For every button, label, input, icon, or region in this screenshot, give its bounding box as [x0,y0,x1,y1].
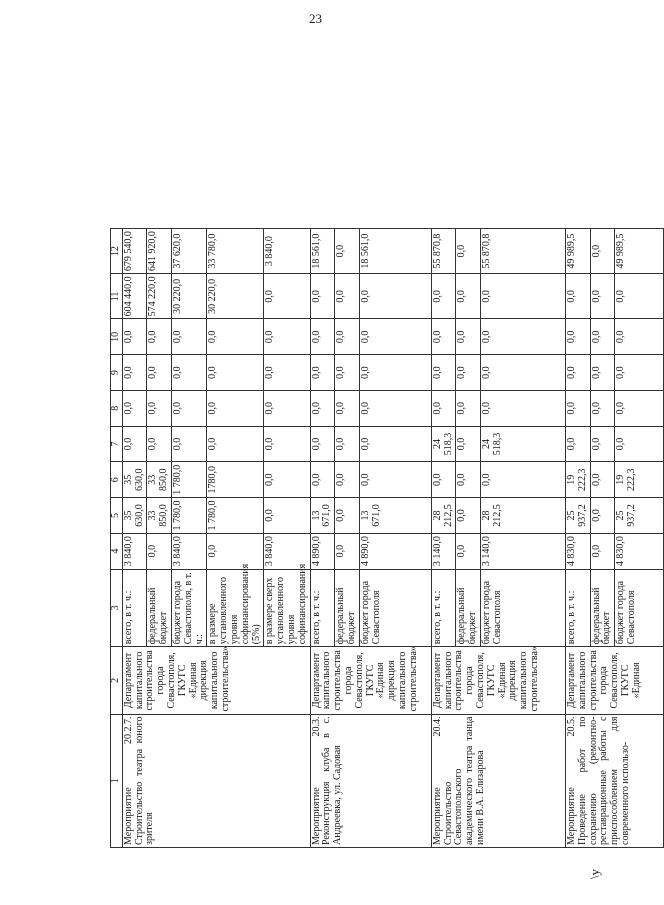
header-cell: 8 [111,390,123,426]
value-cell: 0,0 [565,274,590,319]
header-cell: 7 [111,426,123,462]
value-cell: 30 220,0 [207,274,264,319]
source-cell: федеральный бюджет [335,569,360,647]
value-cell: 0,0 [122,426,147,462]
value-cell: 0,0 [310,390,335,426]
executor-cell: Департамент капитального строительства города Севастополя, ГКУГС «Единая дирекция капитального строительства» [431,647,565,714]
value-cell: 0,0 [335,355,360,391]
measure-cell: Мероприятие 20.4. Строительство Севастопольского академического театра танца имени В.А. Елизарова [431,714,565,847]
value-cell: 0,0 [171,355,206,391]
value-cell: 0,0 [335,274,360,319]
value-cell: 0,0 [456,319,481,355]
value-cell: 30 220,0 [171,274,206,319]
table-row [431,229,456,848]
value-cell: 0,0 [335,462,360,498]
value-cell: 0,0 [264,274,310,319]
value-cell: 0,0 [456,426,481,462]
value-cell: 0,0 [480,462,565,498]
value-cell: 55 870,8 [431,229,456,274]
value-cell: 0,0 [207,355,264,391]
value-cell: 0,0 [335,229,360,274]
value-cell: 0,0 [431,319,456,355]
header-cell: 12 [111,229,123,274]
source-cell: федеральный бюджет [590,569,615,647]
value-cell: 0,0 [431,355,456,391]
value-cell: 0,0 [480,274,565,319]
value-cell: 0,0 [207,390,264,426]
page-number: 23 [309,11,322,26]
value-cell: 25 937,2 [565,498,590,534]
value-cell: 28 212,5 [431,498,456,534]
source-cell: в размере установленного уровня софинансирования (5%) [207,569,264,647]
table-row [310,229,335,848]
value-cell: 0,0 [590,498,615,534]
value-cell: 0,0 [310,462,335,498]
value-cell: 0,0 [590,274,615,319]
value-cell: 0,0 [456,229,481,274]
value-cell: 0,0 [590,319,615,355]
source-cell: федеральный бюджет [147,569,172,647]
value-cell: 0,0 [359,462,431,498]
header-cell: 5 [111,498,123,534]
source-cell: всего, в т. ч.: [310,569,335,647]
value-cell: 0,0 [147,390,172,426]
executor-cell: Департамент капитального строительства города Севастополя, ГКУГС «Единая дирекция капитального строительства» [310,647,431,714]
source-cell: всего, в т. ч.: [565,569,590,647]
value-cell: 3 840,0 [264,533,310,569]
value-cell: 3 140,0 [480,533,565,569]
source-cell: всего, в т. ч.: [431,569,456,647]
rotated-table-container [110,228,642,848]
value-cell: 4 830,0 [615,533,664,569]
value-cell: 0,0 [264,498,310,534]
value-cell: 0,0 [264,462,310,498]
header-cell: 2 [111,647,123,714]
value-cell: 4 830,0 [565,533,590,569]
header-cell: 10 [111,319,123,355]
value-cell: 0,0 [147,533,172,569]
value-cell: 0,0 [590,533,615,569]
value-cell: 4 890,0 [310,533,335,569]
value-cell: 0,0 [615,390,664,426]
margin-mark: \у [587,868,603,880]
value-cell: 679 540,0 [122,229,147,274]
value-cell: 0,0 [590,390,615,426]
value-cell: 0,0 [456,462,481,498]
value-cell: 0,0 [615,426,664,462]
value-cell: 33 850,0 [147,498,172,534]
value-cell: 49 989,5 [615,229,664,274]
value-cell: 0,0 [431,390,456,426]
table-row [565,229,590,848]
value-cell: 4 890,0 [359,533,431,569]
value-cell: 0,0 [147,355,172,391]
value-cell: 28 212,5 [480,498,565,534]
source-cell: бюджет города Севастополя [615,569,664,647]
value-cell: 33 780,0 [207,229,264,274]
executor-cell: Департамент капитального строительства города Севастополя, ГКУГС «Единая [565,647,663,714]
executor-cell: Департамент капитального строительства города Севастополя, ГКУГС «Единая дирекция капитального строительства» [122,647,310,714]
value-cell: 33 850,0 [147,462,172,498]
value-cell: 0,0 [335,390,360,426]
value-cell: 0,0 [335,426,360,462]
value-cell: 0,0 [171,426,206,462]
value-cell: 0,0 [264,355,310,391]
source-cell: бюджет города Севастополя [359,569,431,647]
value-cell: 13 671,0 [359,498,431,534]
value-cell: 0,0 [122,319,147,355]
value-cell: 0,0 [456,533,481,569]
value-cell: 0,0 [171,390,206,426]
value-cell: 3 840,0 [264,229,310,274]
value-cell: 55 870,8 [480,229,565,274]
source-cell: бюджет города Севастополя [480,569,565,647]
source-cell: всего, в т. ч.: [122,569,147,647]
value-cell: 0,0 [310,355,335,391]
value-cell: 3 840,0 [122,533,147,569]
value-cell: 0,0 [122,355,147,391]
value-cell: 0,0 [207,426,264,462]
value-cell: 641 920,0 [147,229,172,274]
source-cell: федеральный бюджет [456,569,481,647]
header-cell: 4 [111,533,123,569]
value-cell: 0,0 [335,498,360,534]
value-cell: 0,0 [207,319,264,355]
value-cell: 0,0 [590,426,615,462]
value-cell: 19 222,3 [565,462,590,498]
value-cell: 3 140,0 [431,533,456,569]
value-cell: 35 630,0 [122,462,147,498]
value-cell: 1 780,0 [171,498,206,534]
value-cell: 35 630,0 [122,498,147,534]
value-cell: 0,0 [310,426,335,462]
source-cell: в размере сверх установленного уровня софинансирования [264,569,310,647]
value-cell: 49 989,5 [565,229,590,274]
value-cell: 0,0 [480,319,565,355]
header-cell: 3 [111,569,123,647]
value-cell: 18 561,0 [359,229,431,274]
value-cell: 0,0 [147,319,172,355]
header-cell: 6 [111,462,123,498]
value-cell: 13 671,0 [310,498,335,534]
header-row [111,229,123,848]
value-cell: 0,0 [264,390,310,426]
value-cell: 0,0 [565,426,590,462]
value-cell: 574 220,0 [147,274,172,319]
value-cell: 0,0 [359,426,431,462]
source-cell: бюджет города Севастополя, в т. ч.: [171,569,206,647]
value-cell: 0,0 [207,533,264,569]
value-cell: 0,0 [264,426,310,462]
value-cell: 37 620,0 [171,229,206,274]
value-cell: 0,0 [359,319,431,355]
value-cell: 0,0 [456,390,481,426]
value-cell: 1 780,0 [171,462,206,498]
value-cell: 0,0 [456,274,481,319]
value-cell: 18 561,0 [310,229,335,274]
value-cell: 604 440,0 [122,274,147,319]
value-cell: 0,0 [565,390,590,426]
value-cell: 0,0 [615,319,664,355]
value-cell: 0,0 [335,533,360,569]
value-cell: 0,0 [431,274,456,319]
value-cell: 0,0 [590,229,615,274]
value-cell: 0,0 [456,355,481,391]
value-cell: 0,0 [335,319,360,355]
value-cell: 0,0 [480,390,565,426]
value-cell: 3 840,0 [171,533,206,569]
value-cell: 25 937,2 [615,498,664,534]
value-cell: 0,0 [565,319,590,355]
value-cell: 0,0 [310,274,335,319]
value-cell: 0,0 [590,355,615,391]
value-cell: 0,0 [565,355,590,391]
value-cell: 0,0 [147,426,172,462]
value-cell: 0,0 [171,319,206,355]
value-cell: 0,0 [431,462,456,498]
value-cell: 0,0 [310,319,335,355]
header-cell: 9 [111,355,123,391]
header-cell: 11 [111,274,123,319]
header-cell: 1 [111,714,123,847]
value-cell: 0,0 [615,355,664,391]
budget-table [110,228,664,848]
value-cell: 24 518,3 [480,426,565,462]
value-cell: 19 222,3 [615,462,664,498]
value-cell: 0,0 [359,274,431,319]
value-cell: 0,0 [480,355,565,391]
value-cell: 0,0 [359,355,431,391]
value-cell: 0,0 [264,319,310,355]
value-cell: 0,0 [456,498,481,534]
value-cell: 0,0 [122,390,147,426]
value-cell: 0,0 [590,462,615,498]
measure-cell: Мероприятие 20.2.7. Строительство театра юного зрителя [122,714,310,847]
measure-cell: Мероприятие 20.5. Проведение работ по сохранению (ремонтно-реставрационные работы с приспособлением для современного использо- [565,714,663,847]
value-cell: 24 518,3 [431,426,456,462]
value-cell: 1780,0 [207,462,264,498]
value-cell: 0,0 [615,274,664,319]
value-cell: 0,0 [359,390,431,426]
table-row [122,229,147,848]
measure-cell: Мероприятие 20.3. Реконструкция клуба в с. Андреевка, ул. Садовая [310,714,431,847]
value-cell: 1 780,0 [207,498,264,534]
